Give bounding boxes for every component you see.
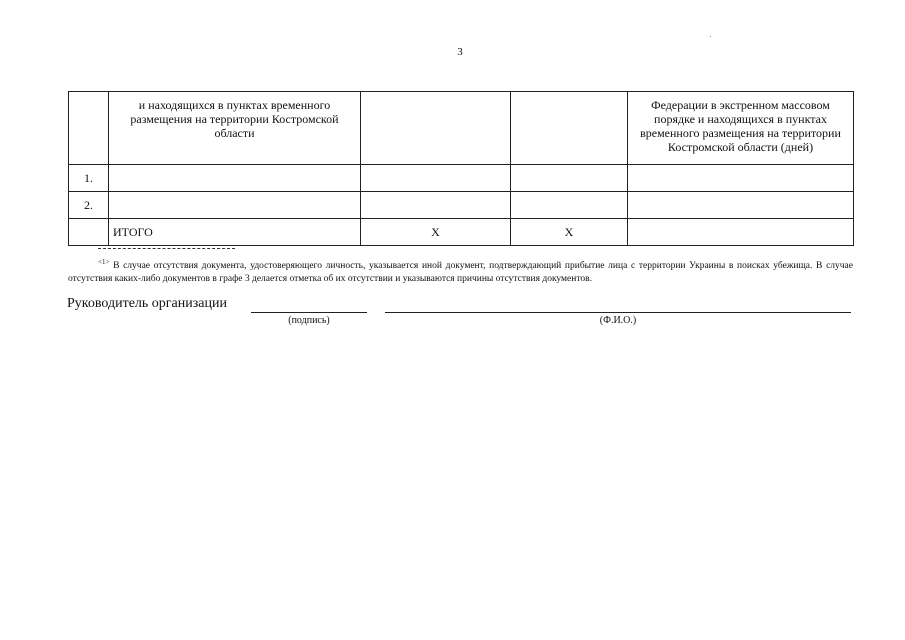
table-row	[69, 192, 854, 219]
row-cell-3	[361, 192, 511, 219]
signature-caption: (подпись)	[288, 315, 330, 326]
header-cell-3	[361, 92, 511, 165]
footnote-marker: <1>	[98, 258, 110, 266]
total-cell-5	[628, 219, 854, 246]
total-number-cell	[69, 219, 109, 246]
row-name-cell	[109, 165, 361, 192]
footnote-separator	[98, 248, 235, 249]
header-cell-name: и находящихся в пунктах временного размещения на территории Костромской области	[109, 92, 361, 165]
signature-line	[251, 312, 367, 313]
row-cell-5	[628, 192, 854, 219]
header-cell-days: Федерации в экстренном массовом порядке и находящихся в пунктах временного размещения на территории Костромской области (дней)	[628, 92, 854, 165]
footnote	[68, 256, 853, 286]
table-row	[69, 165, 854, 192]
table-total-row	[69, 219, 854, 246]
scan-speck	[710, 36, 711, 37]
row-number: 2.	[69, 192, 109, 219]
row-name-cell	[109, 192, 361, 219]
row-cell-4	[511, 165, 628, 192]
row-cell-4	[511, 192, 628, 219]
header-cell-4	[511, 92, 628, 165]
signature-label: Руководитель организации	[67, 296, 227, 311]
fio-caption: (Ф.И.О.)	[599, 315, 637, 326]
row-cell-3	[361, 165, 511, 192]
header-cell-number	[69, 92, 109, 165]
report-table	[68, 91, 854, 246]
footnote-text: В случае отсутствия документа, удостоверяющего личность, указывается иной документ, подтверждающий прибытие лица с территории Украины в поисках убежища. В случае отсутствия каких-либо документов в графе 3 делается отметка об их отсутствии и указываются причины отсутствия документов.	[68, 261, 853, 285]
total-mark-4: Х	[511, 219, 628, 246]
row-number: 1.	[69, 165, 109, 192]
fio-line	[385, 312, 851, 313]
total-mark-3: Х	[361, 219, 511, 246]
row-cell-5	[628, 165, 854, 192]
page-number: 3	[457, 46, 463, 58]
total-label: ИТОГО	[109, 219, 361, 246]
table-header-row	[69, 92, 854, 165]
